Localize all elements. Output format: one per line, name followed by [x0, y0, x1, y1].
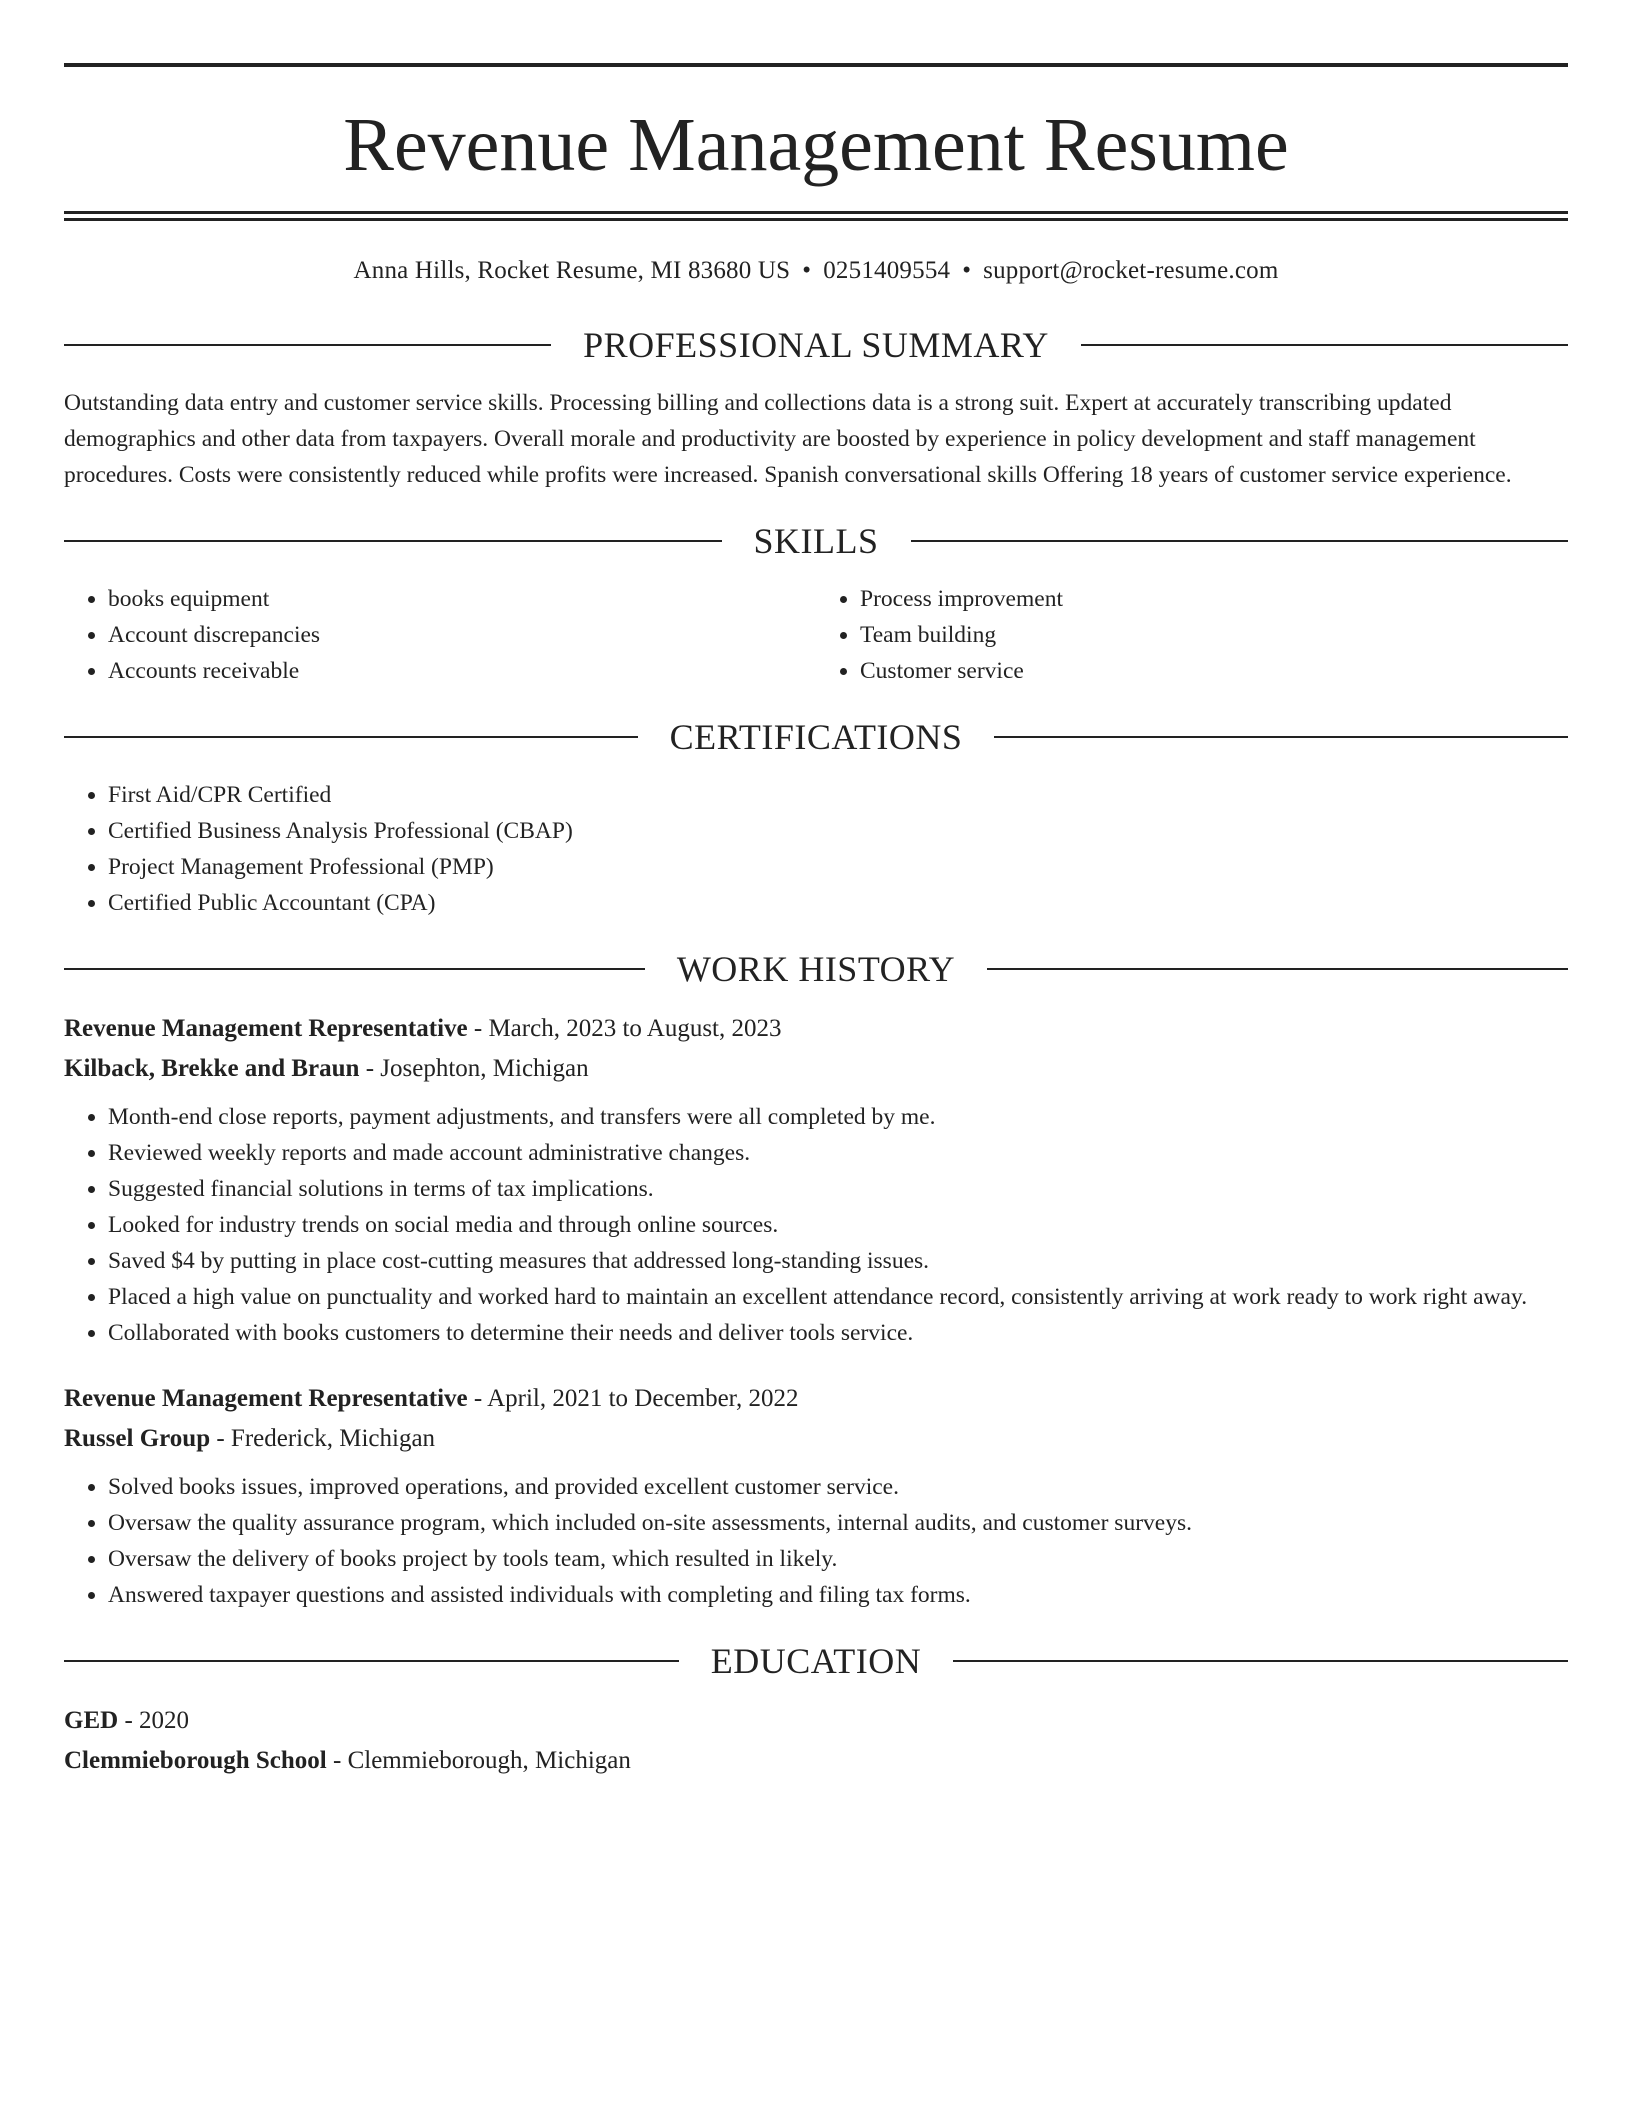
- list-item: • Answered taxpayer questions and assisted individuals with completing and filing tax forms.: [108, 1577, 1568, 1613]
- contact-separator: •: [802, 257, 812, 284]
- section-rule: [64, 540, 722, 542]
- section-rule: [64, 736, 638, 738]
- job-title: Revenue Management Representative: [64, 1385, 468, 1412]
- job-title: Revenue Management Representative: [64, 1015, 468, 1042]
- job-title-line: [64, 1009, 1568, 1049]
- list-item: • Customer service: [860, 653, 1568, 689]
- section-rule: [911, 540, 1569, 542]
- list-item: • Accounts receivable: [108, 653, 816, 689]
- list-item: • Project Management Professional (PMP): [108, 849, 1568, 885]
- section-rule: [64, 968, 645, 970]
- list-item: • Certified Public Accountant (CPA): [108, 885, 1568, 921]
- education-degree-line: [64, 1701, 1568, 1741]
- contact-phone: 0251409554: [823, 257, 951, 284]
- section-header-work: [64, 951, 1568, 987]
- resume-title: Revenue Management Resume: [343, 103, 1289, 187]
- section-title: SKILLS: [753, 521, 879, 561]
- list-item: • Looked for industry trends on social media and through online sources.: [108, 1207, 1568, 1243]
- job-entry: [64, 1379, 1568, 1613]
- section-title: EDUCATION: [710, 1641, 922, 1681]
- list-item: • First Aid/CPR Certified: [108, 777, 1568, 813]
- section-title: WORK HISTORY: [676, 949, 956, 989]
- contact-line: [64, 257, 1568, 297]
- section-header-summary: [64, 327, 1568, 363]
- resume-page: [64, 0, 1568, 1781]
- list-item: • Team building: [860, 617, 1568, 653]
- top-rule: [64, 63, 1568, 67]
- section-rule: [64, 1660, 679, 1662]
- section-rule: [987, 968, 1568, 970]
- list-item: • Suggested financial solutions in terms of tax implications.: [108, 1171, 1568, 1207]
- list-item: • Oversaw the quality assurance program, which included on-site assessments, internal audits, and customer surveys.: [108, 1505, 1568, 1541]
- title-double-rule: [64, 211, 1568, 221]
- list-item: • Month-end close reports, payment adjustments, and transfers were all completed by me.: [108, 1099, 1568, 1135]
- list-item: • Account discrepancies: [108, 617, 816, 653]
- contact-address: Anna Hills, Rocket Resume, MI 83680 US: [353, 257, 791, 284]
- list-item: • Placed a high value on punctuality and worked hard to maintain an excellent attendance record, consistently arriving at work ready to work right away.: [108, 1279, 1568, 1315]
- job-company: Russel Group: [64, 1425, 211, 1452]
- job-location: - Josephton, Michigan: [359, 1055, 589, 1082]
- education-entry: [64, 1701, 1568, 1781]
- list-item: • books equipment: [108, 581, 816, 617]
- education-school-line: [64, 1741, 1568, 1781]
- section-rule: [994, 736, 1568, 738]
- list-item: • Process improvement: [860, 581, 1568, 617]
- section-rule: [64, 344, 551, 346]
- contact-separator: •: [962, 257, 972, 284]
- job-company: Kilback, Brekke and Braun: [64, 1055, 360, 1082]
- job-bullets: [64, 1469, 1568, 1613]
- section-rule: [953, 1660, 1568, 1662]
- education-degree: GED: [64, 1707, 119, 1734]
- contact-email: support@rocket-resume.com: [983, 257, 1279, 284]
- certifications-list: [64, 777, 1568, 921]
- section-header-certifications: [64, 719, 1568, 755]
- skills-list-left: [64, 581, 816, 689]
- list-item: • Certified Business Analysis Professional (CBAP): [108, 813, 1568, 849]
- section-rule: [1081, 344, 1568, 346]
- job-bullets: [64, 1099, 1568, 1351]
- list-item: • Oversaw the delivery of books project by tools team, which resulted in likely.: [108, 1541, 1568, 1577]
- education-year: - 2020: [118, 1707, 190, 1734]
- job-title-line: [64, 1379, 1568, 1419]
- job-entry: [64, 1009, 1568, 1351]
- education-location: - Clemmieborough, Michigan: [326, 1747, 631, 1774]
- job-company-line: [64, 1049, 1568, 1089]
- list-item: • Reviewed weekly reports and made account administrative changes.: [108, 1135, 1568, 1171]
- skills-grid: [64, 581, 1568, 689]
- list-item: • Saved $4 by putting in place cost-cutting measures that addressed long-standing issues.: [108, 1243, 1568, 1279]
- section-header-education: [64, 1643, 1568, 1679]
- job-dates: - March, 2023 to August, 2023: [467, 1015, 782, 1042]
- section-title: CERTIFICATIONS: [669, 717, 963, 757]
- section-header-skills: [64, 523, 1568, 559]
- job-company-line: [64, 1419, 1568, 1459]
- education-school: Clemmieborough School: [64, 1747, 327, 1774]
- job-dates: - April, 2021 to December, 2022: [467, 1385, 799, 1412]
- list-item: • Collaborated with books customers to determine their needs and deliver tools service.: [108, 1315, 1568, 1351]
- summary-text: Outstanding data entry and customer service skills. Processing billing and collections data is a strong suit. Expert at accurately transcribing updated demographics and other data from taxpayers. Overall morale and productivity are boosted by experience in policy development and staff management procedures. Costs were consistently reduced while profits were increased. Spanish conversational skills Offering 18 years of customer service experience.: [64, 390, 1512, 488]
- section-title: PROFESSIONAL SUMMARY: [583, 325, 1049, 365]
- list-item: • Solved books issues, improved operations, and provided excellent customer service.: [108, 1469, 1568, 1505]
- job-location: - Frederick, Michigan: [210, 1425, 436, 1452]
- skills-list-right: [816, 581, 1568, 689]
